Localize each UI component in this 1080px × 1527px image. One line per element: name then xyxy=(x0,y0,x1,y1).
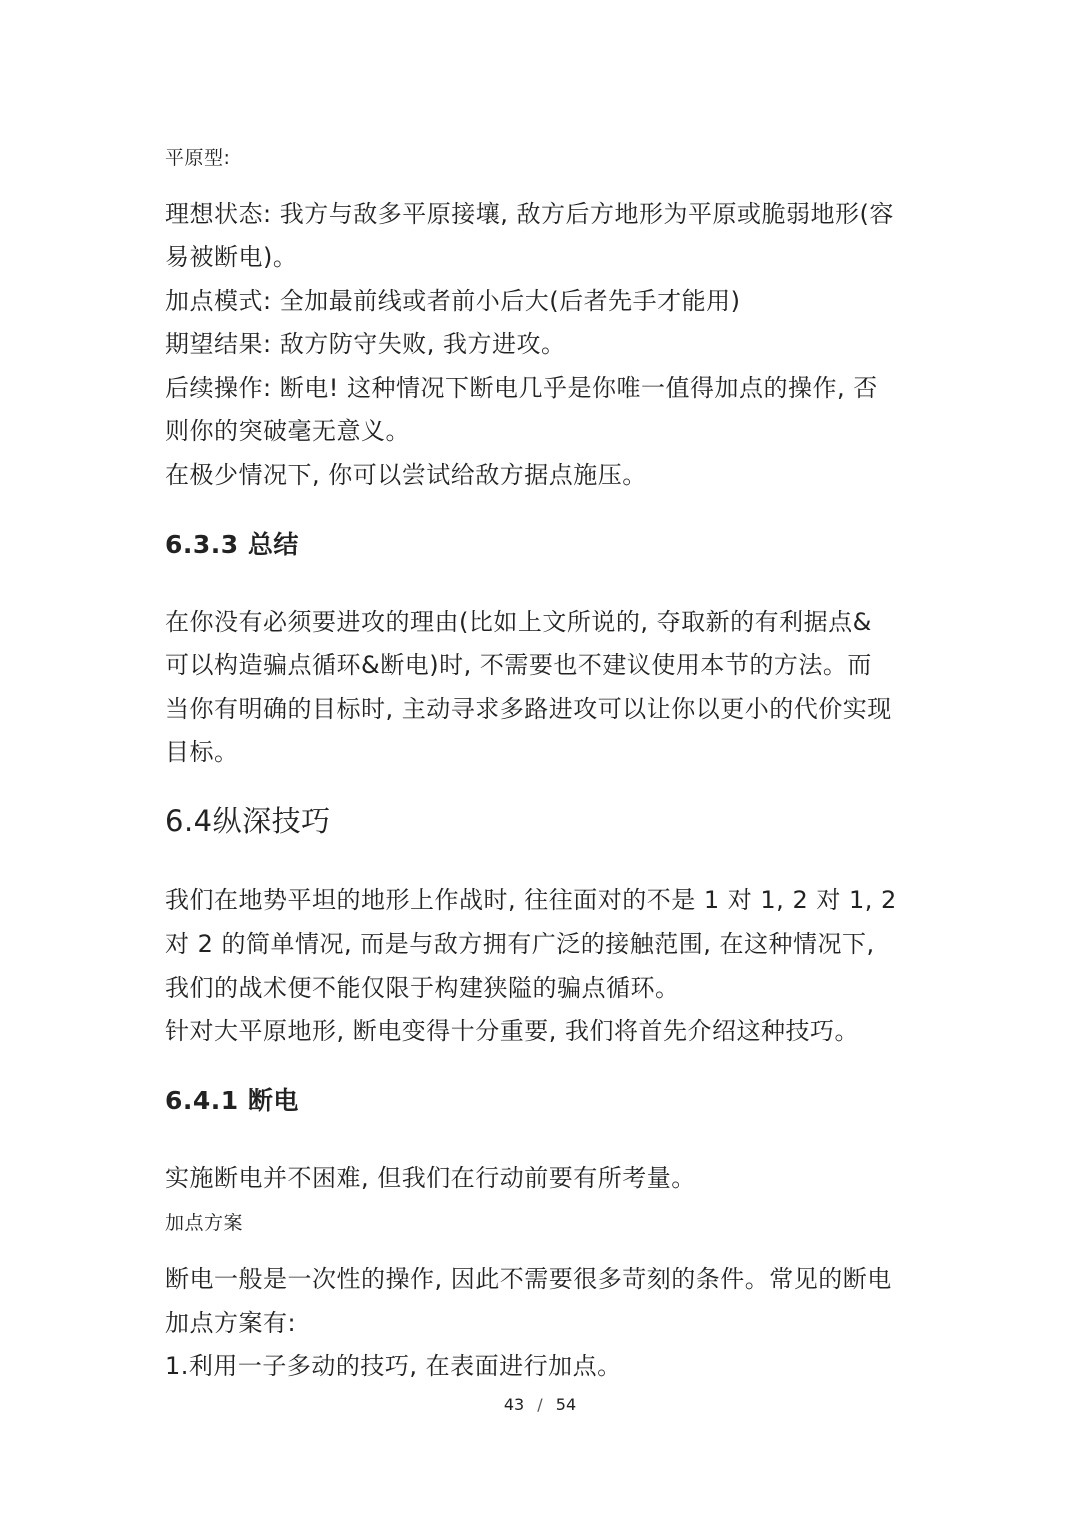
point-mode-line: 加点模式: 全加最前线或者前小后大(后者先手才能用) xyxy=(165,287,741,315)
summary-line-3: 当你有明确的目标时, 主动寻求多路进攻可以让你以更小的代价实现 xyxy=(165,695,892,723)
plain-terrain-line: 针对大平原地形, 断电变得十分重要, 我们将首先介绍这种技巧。 xyxy=(165,1017,860,1045)
expected-result-line: 期望结果: 敌方防守失败, 我方进攻。 xyxy=(165,330,566,358)
summary-line-4: 目标。 xyxy=(165,738,239,766)
heading-6-4-1: 6.4.1 断电 xyxy=(165,1086,299,1115)
label-point-plan: 加点方案 xyxy=(165,1212,244,1234)
heading-6-3-3: 6.3.3 总结 xyxy=(165,530,299,559)
implement-line: 实施断电并不困难, 但我们在行动前要有所考量。 xyxy=(165,1164,696,1192)
summary-line-2: 可以构造骗点循环&断电)时, 不需要也不建议使用本节的方法。而 xyxy=(165,651,872,679)
followup-line-1: 后续操作: 断电! 这种情况下断电几乎是你唯一值得加点的操作, 否 xyxy=(165,374,878,402)
plan-line-1: 断电一般是一次性的操作, 因此不需要很多苛刻的条件。常见的断电 xyxy=(165,1265,892,1293)
summary-line-1: 在你没有必须要进攻的理由(比如上文所说的, 夺取新的有利据点& xyxy=(165,608,872,636)
page-number xyxy=(0,1394,1080,1416)
label-plain-type: 平原型: xyxy=(165,147,231,169)
depth-line-3: 我们的战术便不能仅限于构建狭隘的骗点循环。 xyxy=(165,974,680,1002)
rare-case-line: 在极少情况下, 你可以尝试给敌方据点施压。 xyxy=(165,461,647,489)
ideal-state-line-2: 易被断电)。 xyxy=(165,243,298,271)
heading-6-4: 6.4纵深技巧 xyxy=(165,804,331,838)
ideal-state-line-1: 理想状态: 我方与敌多平原接壤, 敌方后方地形为平原或脆弱地形(容 xyxy=(165,200,894,228)
plan-item-1: 1.利用一子多动的技巧, 在表面进行加点。 xyxy=(165,1352,622,1380)
plan-line-2: 加点方案有: xyxy=(165,1309,297,1337)
page-total: 54 xyxy=(555,1395,577,1414)
depth-line-1: 我们在地势平坦的地形上作战时, 往往面对的不是 1 对 1, 2 对 1, 2 xyxy=(165,886,897,914)
page-current: 43 xyxy=(503,1395,525,1414)
followup-line-2: 则你的突破毫无意义。 xyxy=(165,417,410,445)
depth-line-2: 对 2 的简单情况, 而是与敌方拥有广泛的接触范围, 在这种情况下, xyxy=(165,930,875,958)
page-separator: / xyxy=(537,1395,543,1414)
